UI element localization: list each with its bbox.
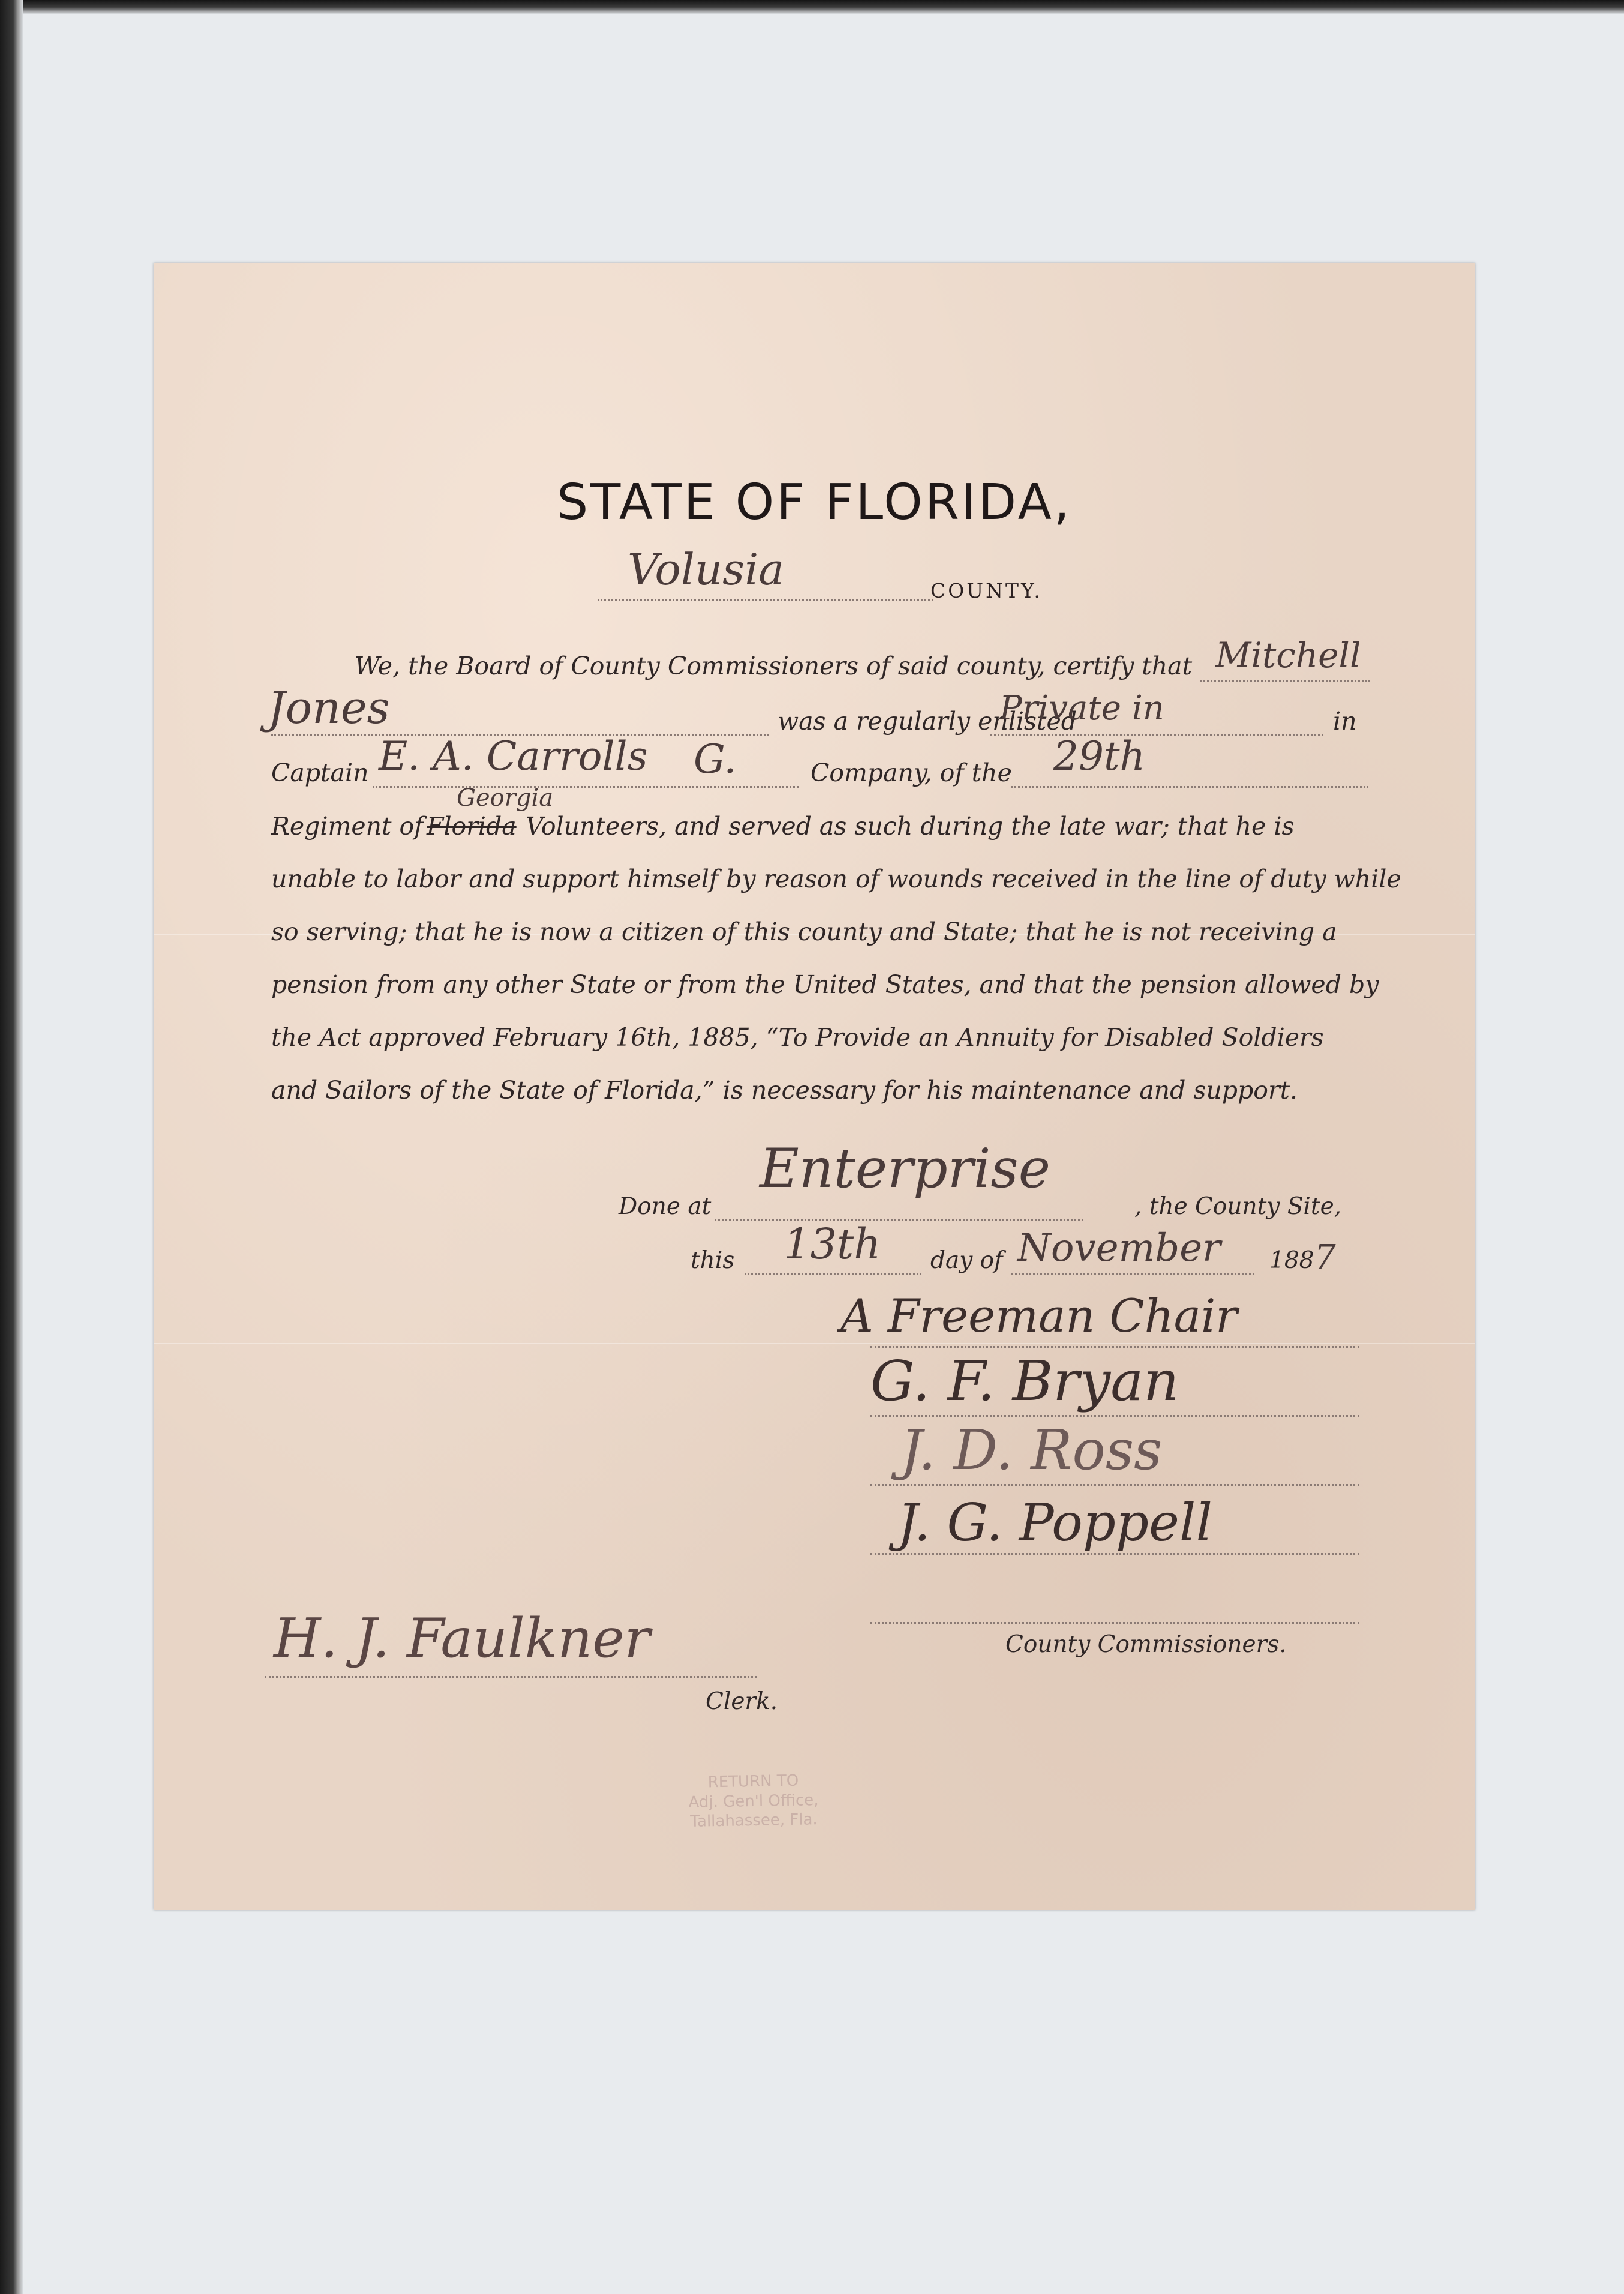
soldier-last-name: Jones [268, 682, 390, 734]
captain-name: E. A. Carrolls [379, 733, 648, 779]
commissioner-signature-1: A Freeman Chair [840, 1289, 1238, 1342]
regiment-field-line [1011, 786, 1368, 788]
stamp-line-3: Tallahassee, Fla. [690, 1810, 818, 1831]
year-suffix: 7 [1314, 1238, 1336, 1277]
body-line-4: Volunteers, and served as such during the late war; that he is [526, 812, 1295, 841]
county-field-line [598, 599, 933, 601]
place-field-line [715, 1219, 1083, 1221]
commissioner-signature-2: G. F. Bryan [870, 1349, 1179, 1413]
commissioner-signature-3: J. D. Ross [900, 1418, 1163, 1482]
clerk-label: Clerk. [706, 1688, 778, 1715]
company-label: Company, of the [811, 758, 1012, 787]
stamp-line-2: Adj. Gen'l Office, [688, 1791, 819, 1812]
body-line-9: and Sailors of the State of Florida,” is necessary for his maintenance and support. [271, 1076, 1298, 1105]
company-letter: G. [694, 736, 737, 782]
body-line-5: unable to labor and support himself by reason of wounds received in the line of duty while [271, 865, 1401, 893]
signature-line-1 [870, 1346, 1359, 1348]
document-title: STATE OF FLORIDA, [557, 474, 1072, 531]
name-field-line [1200, 680, 1370, 682]
day-field-line [745, 1273, 921, 1275]
done-at-label: Done at [619, 1193, 712, 1220]
year-prefix: 188 [1269, 1247, 1314, 1274]
signature-line-5 [870, 1622, 1359, 1624]
regiment-number: 29th [1053, 733, 1146, 779]
day-value: 13th [784, 1219, 881, 1269]
commissioners-label: County Commissioners. [1005, 1631, 1287, 1658]
certificate-sheet [154, 263, 1475, 1910]
in-label: in [1333, 707, 1357, 736]
captain-label: Captain [271, 758, 369, 787]
signature-line-3 [870, 1484, 1359, 1486]
clerk-signature: H. J. Faulkner [274, 1607, 650, 1670]
scanner-top-edge [0, 0, 1624, 14]
enlisted-text: was a regularly enlisted [778, 707, 1077, 736]
regiment-label: Regiment of [271, 812, 424, 841]
body-line-8: the Act approved February 16th, 1885, “To Provide an Annuity for Disabled Soldiers [271, 1023, 1324, 1052]
rank-value: Private in [999, 689, 1164, 728]
paper-fold [154, 1343, 1475, 1344]
county-site-label: , the County Site, [1134, 1193, 1342, 1220]
body-line-7: pension from any other State or from the United States, and that the pension allowed by [271, 970, 1379, 999]
day-of-label: day of [930, 1247, 1003, 1274]
stamp-line-1: RETURN TO [707, 1771, 799, 1792]
county-name: Volusia [628, 544, 785, 595]
this-label: this [691, 1247, 735, 1274]
state-struck: Florida [427, 812, 517, 841]
signature-line-4 [870, 1553, 1359, 1555]
soldier-first-name: Mitchell [1215, 635, 1361, 676]
intro-text: We, the Board of County Commissioners of said county, certify that [355, 652, 1193, 680]
signature-line-2 [870, 1415, 1359, 1417]
done-at-place: Enterprise [760, 1137, 1050, 1200]
county-label: COUNTY. [930, 579, 1043, 602]
month-field-line [1011, 1273, 1254, 1275]
captain-field-line [373, 786, 799, 788]
body-line-6: so serving; that he is now a citizen of this county and State; that he is not receiving a [271, 917, 1337, 946]
clerk-signature-line [265, 1676, 757, 1678]
scanner-left-edge [0, 0, 23, 2294]
state-inserted: Georgia [457, 784, 554, 812]
return-stamp [645, 1770, 862, 1833]
month-value: November [1017, 1226, 1221, 1270]
rank-field-line [990, 734, 1323, 736]
commissioner-signature-4: J. G. Poppell [897, 1493, 1212, 1553]
